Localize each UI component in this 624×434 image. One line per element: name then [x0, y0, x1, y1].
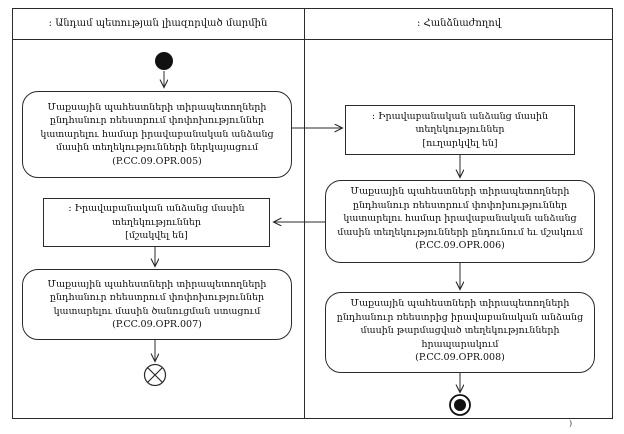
- object-sent-title: : Իրավաբանական անձանց մասին տեղեկություններ: [371, 110, 549, 136]
- swimlane-header-right-label: : Հանձնաժողով: [416, 18, 502, 29]
- object-processed-title: : Իրավաբանական անձանց մասին տեղեկություններ: [68, 203, 245, 228]
- activity-opr007-text: Մաքսային պահեստների տիրապետողների ընդհանուր ռեեստրում փոփոխություններ կատարելու մասին ծանուցման ստացում (P.CC.09.OPR.007): [47, 278, 267, 330]
- activity-opr006-text: Մաքսային պահեստների տիրապետողների ընդհանուր ռեեստրում փոփոխություններ կատարելու համար իրավաբանական անձանց մասին տեղեկությունների ընդունում եւ մշակում (P.CC.09.OPR.006): [337, 186, 583, 251]
- object-sent-state: [ուղարկվել են]: [422, 137, 498, 149]
- page-artifact: ): [569, 419, 573, 428]
- object-processed-state: [մշակվել են]: [125, 230, 188, 242]
- activity-node-opr005: [22, 91, 292, 178]
- swimlane-header-left-label: : Անդամ պետության լիազորված մարմին: [48, 18, 268, 29]
- activity-opr008-text: Մաքսային պահեստների տիրապետողների ընդհանուր ռեեստրից իրավաբանական անձանց մասին թարմացված տեղեկությունների հրապարակում: [336, 298, 584, 350]
- activity-node-opr006: [325, 180, 595, 263]
- header-separator-line: [12, 39, 613, 40]
- activity-opr008-code: (P.CC.09.OPR.008): [415, 352, 505, 363]
- object-node-info-processed: [43, 198, 270, 247]
- object-node-info-sent: [345, 105, 575, 155]
- activity-opr005-text: Մաքսային պահեստների տիրապետողների ընդհանուր ռեեստրում փոփոխություններ կատարելու համար իրավաբանական անձանց մասին տեղեկությունների ներկայացում: [40, 101, 274, 154]
- swimlane-header-authorized-body: [12, 8, 304, 39]
- activity-node-opr007: [22, 269, 292, 340]
- swimlane-divider-line: [304, 8, 305, 419]
- activity-opr005-code: (P.CC.09.OPR.005): [112, 155, 202, 167]
- activity-node-opr008: [325, 292, 595, 373]
- swimlane-header-commission: [305, 8, 613, 39]
